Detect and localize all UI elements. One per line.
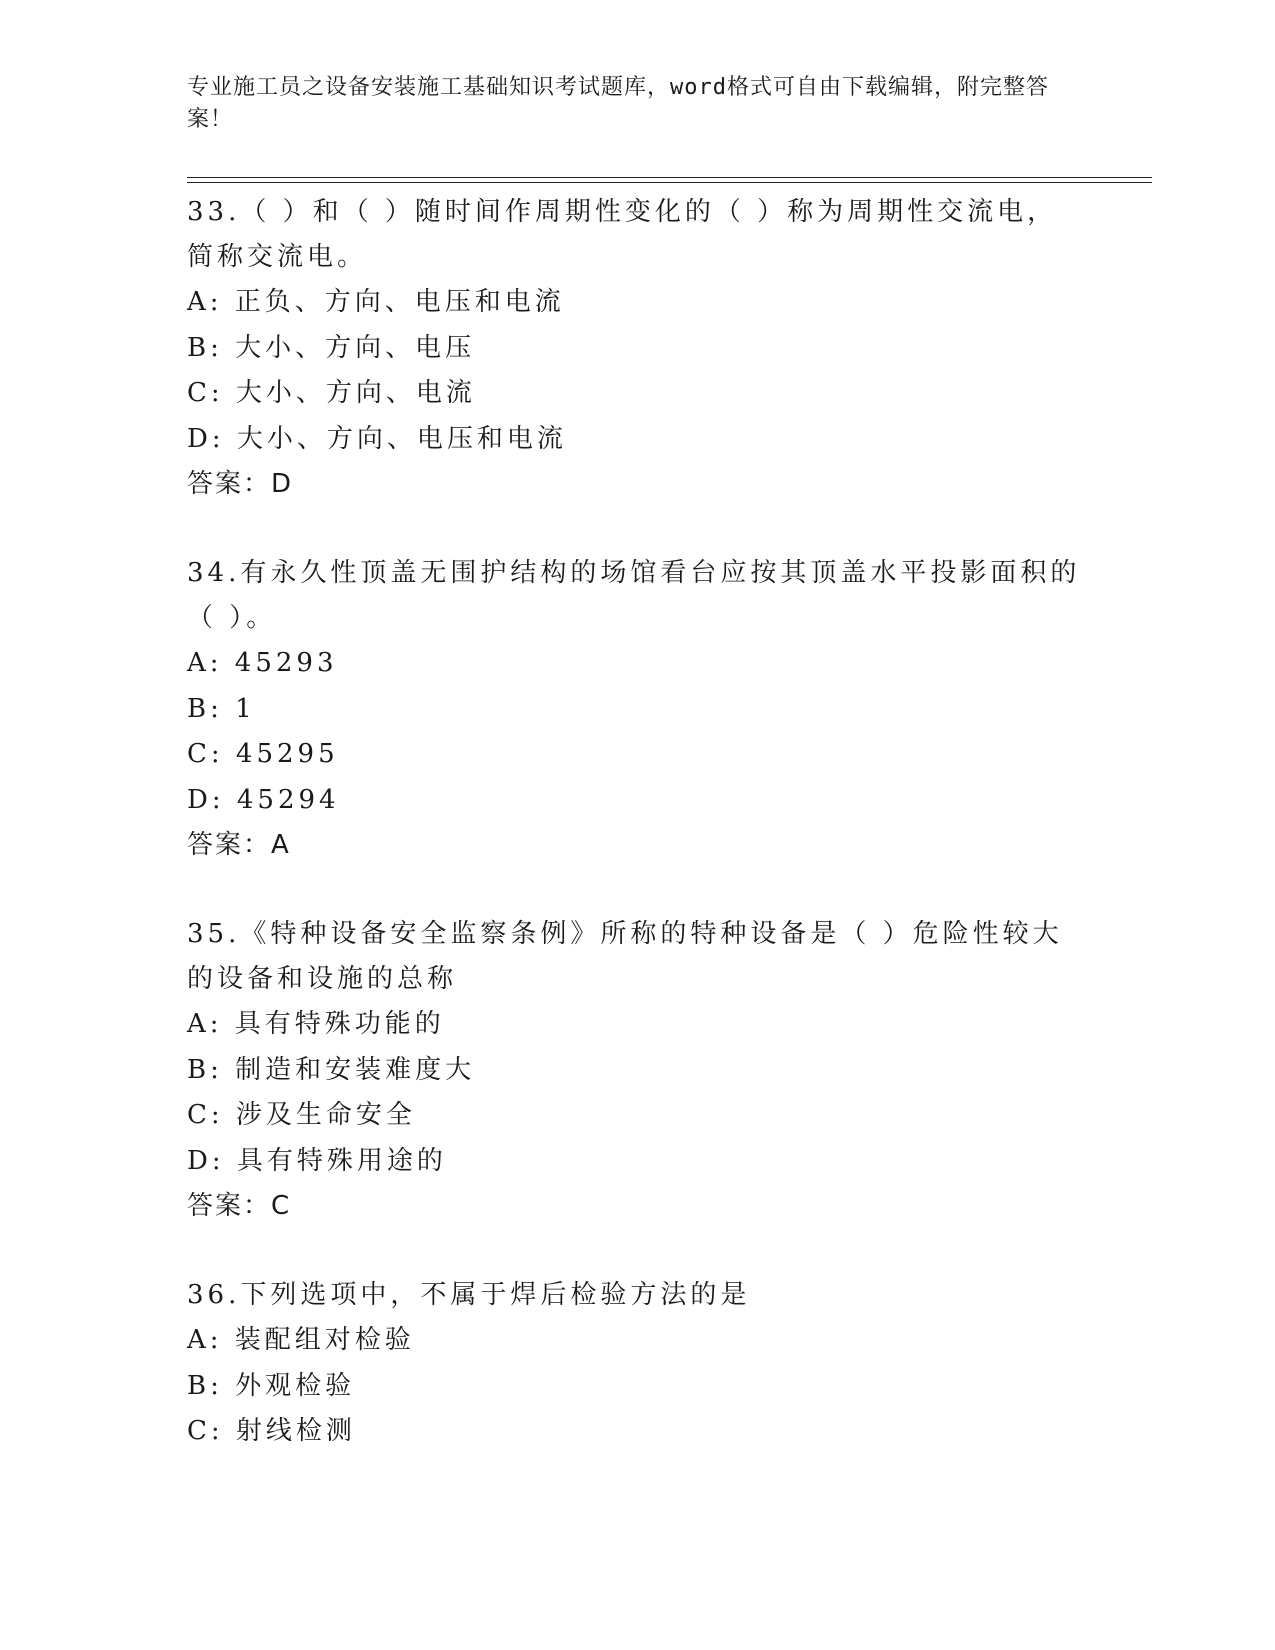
option-c: C: 大小、方向、电流 xyxy=(187,378,476,408)
option-d: D: 具有特殊用途的 xyxy=(187,1145,447,1176)
option-c: C: 涉及生命安全 xyxy=(187,1100,416,1130)
option-a: A: 正负、方向、电压和电流 xyxy=(187,287,565,317)
question-list xyxy=(187,190,1087,1499)
option-a: A: 装配组对检验 xyxy=(187,1325,415,1355)
option-a: A: 45293 xyxy=(187,648,338,678)
option-c: C: 45295 xyxy=(187,739,339,769)
option-d: D: 大小、方向、电压和电流 xyxy=(187,423,567,454)
question-34 xyxy=(187,551,1087,868)
question-stem: 36.下列选项中，不属于焊后检验方法的是 xyxy=(187,1280,751,1310)
question-stem: 35.《特种设备安全监察条例》所称的特种设备是（ ）危险性较大的设备和设施的总称 xyxy=(187,919,1063,994)
question-36 xyxy=(187,1273,1087,1455)
question-35 xyxy=(187,912,1087,1229)
header-divider-bottom xyxy=(187,182,1152,183)
option-c: C: 射线检测 xyxy=(187,1416,356,1446)
option-b: B: 外观检验 xyxy=(187,1370,356,1401)
header-divider-top xyxy=(187,177,1152,178)
option-b: B: 1 xyxy=(187,693,256,724)
option-b: B: 大小、方向、电压 xyxy=(187,332,476,363)
option-d: D: 45294 xyxy=(187,784,340,815)
document-header: 专业施工员之设备安装施工基础知识考试题库，word格式可自由下载编辑，附完整答案！ xyxy=(187,75,1049,132)
option-b: B: 制造和安装难度大 xyxy=(187,1054,476,1085)
answer-line: 答案：D xyxy=(187,469,294,499)
option-a: A: 具有特殊功能的 xyxy=(187,1009,445,1039)
question-stem: 33.（ ）和（ ）随时间作周期性变化的（ ）称为周期性交流电，简称交流电。 xyxy=(187,197,1058,272)
question-stem: 34.有永久性顶盖无围护结构的场馆看台应按其顶盖水平投影面积的（ ）。 xyxy=(187,558,1081,633)
answer-line: 答案：C xyxy=(187,1191,292,1221)
answer-line: 答案：A xyxy=(187,830,291,860)
question-33 xyxy=(187,190,1087,507)
